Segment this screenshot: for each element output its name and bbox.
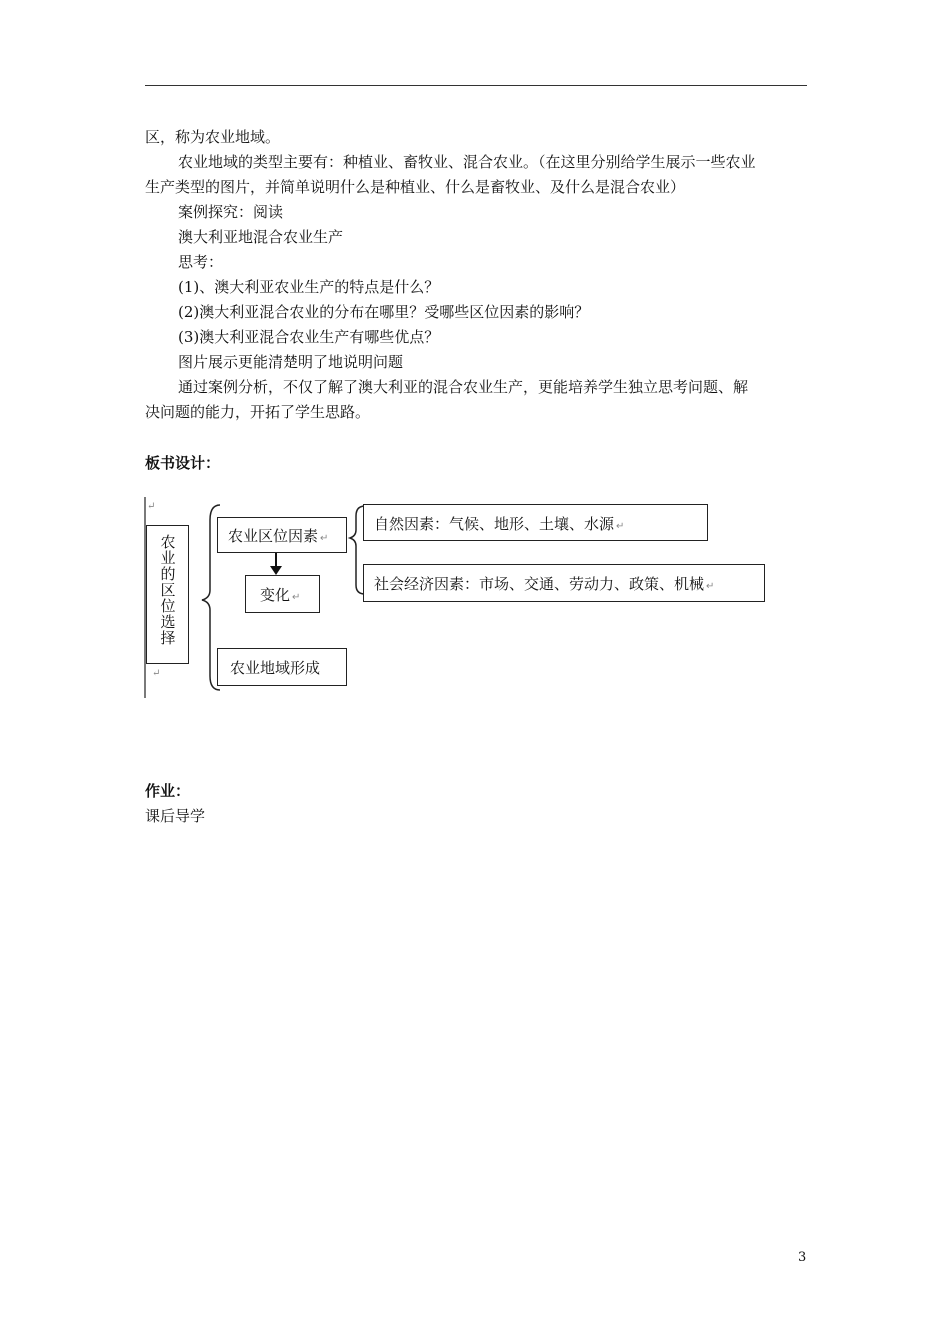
- body-line-3: 生产类型的图片，并简单说明什么是种植业、什么是畜牧业、及什么是混合农业）: [145, 178, 686, 196]
- body-line-11: 通过案例分析，不仅了解了澳大利亚的混合农业生产，更能培养学生独立思考问题、解: [178, 378, 749, 396]
- homework-text: 课后导学: [145, 807, 206, 825]
- formation-box: [217, 648, 347, 686]
- body-line-4: 案例探究：阅读: [178, 203, 284, 221]
- para-mark: ↵: [706, 581, 715, 592]
- natural-factors-text: 自然因素：气候、地形、土壤、水源: [374, 515, 615, 533]
- body-line-10: 图片展示更能清楚明了地说明问题: [178, 353, 404, 371]
- body-line-5: 澳大利亚地混合农业生产: [178, 228, 344, 246]
- main-topic-text: 农业的区位选择: [158, 534, 177, 646]
- body-line-8: (2)澳大利亚混合农业的分布在哪里？受哪些区位因素的影响？: [178, 303, 590, 321]
- para-mark: ↵: [152, 668, 161, 679]
- body-line-12: 决问题的能力，开拓了学生思路。: [145, 403, 371, 421]
- change-box: [245, 575, 320, 613]
- natural-factors-box: [363, 504, 708, 541]
- para-mark: ↵: [147, 501, 156, 512]
- main-topic-box: [146, 525, 189, 664]
- para-mark: ↵: [320, 533, 329, 544]
- body-line-6: 思考：: [178, 253, 224, 271]
- social-factors-box: [363, 564, 765, 602]
- factors-box: [217, 517, 347, 553]
- body-line-7: (1)、澳大利亚农业生产的特点是什么？: [178, 278, 440, 296]
- body-line-9: (3)澳大利亚混合农业生产有哪些优点？: [178, 328, 440, 346]
- formation-text: 农业地域形成: [230, 659, 321, 677]
- change-text: 变化: [260, 586, 291, 604]
- social-factors-text: 社会经济因素：市场、交通、劳动力、政策、机械: [374, 575, 705, 593]
- page-number: 3: [798, 1250, 807, 1265]
- body-line-1: 区，称为农业地域。: [145, 128, 281, 146]
- factors-text: 农业区位因素: [228, 527, 319, 545]
- board-design-heading: 板书设计：: [145, 454, 221, 472]
- para-mark: ↵: [616, 521, 625, 532]
- para-mark: ↵: [292, 592, 301, 603]
- body-line-2: 农业地域的类型主要有：种植业、畜牧业、混合农业。（在这里分别给学生展示一些农业: [178, 153, 756, 171]
- homework-heading: 作业：: [145, 782, 191, 800]
